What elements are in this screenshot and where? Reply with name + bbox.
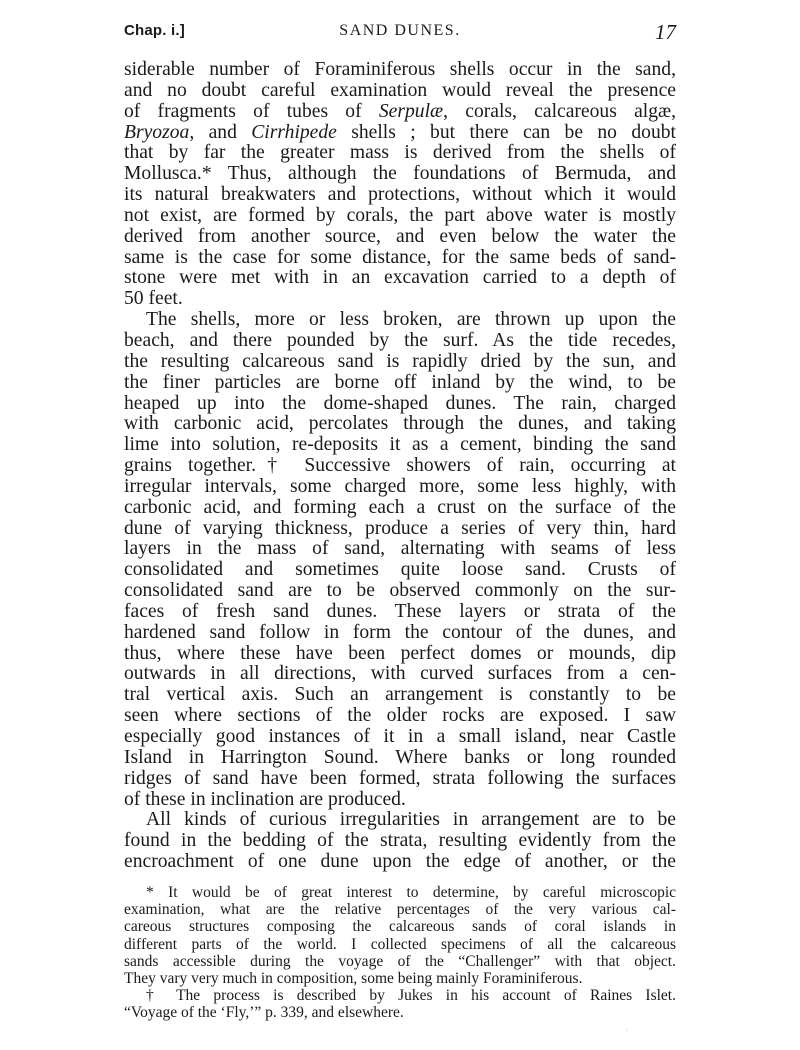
text-line: carbonic acid, and forming each a crust on the surface of the [124,496,676,518]
text-line: of these in inclination are produced. [124,788,406,810]
text-line: thus, where these have been perfect domes or mounds, dip [124,642,676,664]
footnote-line: sands accessible during the voyage of the “Challenger” with that object. [124,952,676,970]
text-line: All kinds of curious irregularities in arrangement are to be [146,809,676,831]
text-line: dune of varying thickness, produce a series of very thin, hard [124,517,676,539]
text-line: The shells, more or less broken, are thrown up upon the [146,309,676,331]
text-line: not exist, are formed by corals, the part above water is mostly [124,204,676,226]
text-line: its natural breakwaters and protections, without which it would [124,184,676,206]
text-line: lime into solution, re-deposits it as a cement, binding the sand [124,434,676,456]
text-line: Mollusca.* Thus, although the foundations of Bermuda, and [124,163,676,185]
footnote-line: examination, what are the relative percentages of the very various cal- [124,901,676,919]
text-line: seen where sections of the older rocks are exposed. I saw [124,705,676,727]
text-line: same is the case for some distance, for the same beds of sand- [124,246,676,268]
text-line: encroachment of one dune upon the edge of another, or the [124,851,676,873]
text-line: found in the bedding of the strata, resulting evidently from the [124,830,676,852]
footnote-line: “Voyage of the ‘Fly,’” p. 339, and elsewhere. [124,1004,404,1022]
text-line: and no doubt careful examination would reveal the presence [124,79,676,101]
text-line: the resulting calcareous sand is rapidly dried by the sun, and [124,350,676,372]
text-line: derived from another source, and even below the water the [124,225,676,247]
text-line: layers in the mass of sand, alternating with seams of less [124,538,676,560]
page-number: 17 [655,20,676,44]
text-line: of fragments of tubes of Serpulæ, corals, calcareous algæ, [124,100,676,122]
text-line: faces of fresh sand dunes. These layers or strata of the [124,600,676,622]
chapter-label: Chap. i.] [124,22,185,39]
footnote-line: They vary very much in composition, some being mainly Foraminiferous. [124,970,583,988]
text-line: siderable number of Foraminiferous shells occur in the sand, [124,59,676,80]
footnote-line: careous structures composing the calcareous sands of coral islands in [124,918,676,936]
text-line: hardened sand follow in form the contour of the dunes, and [124,621,676,643]
text-line: that by far the greater mass is derived from the shells of [124,142,676,164]
page-header [124,20,676,48]
running-title: SAND DUNES. [339,22,461,39]
text-line: irregular intervals, some charged more, some less highly, with [124,475,676,497]
text-line: Bryozoa, and Cirrhipede shells ; but there can be no doubt [124,121,676,143]
text-line: ridges of sand have been formed, strata following the surfaces [124,767,676,789]
text-line: stone were met with in an excavation carried to a depth of [124,267,676,289]
text-line: outwards in all directions, with curved surfaces from a cen- [124,663,676,685]
text-line: the finer particles are borne off inland by the wind, to be [124,371,676,393]
text-line: 50 feet. [124,288,183,310]
text-line: especially good instances of it in a small island, near Castle [124,726,676,747]
body-text [124,60,676,873]
footnote-line: † The process is described by Jukes in his account of Raines Islet. [146,987,676,1005]
text-line: grains together.† Successive showers of rain, occurring at [124,455,676,477]
footnotes [124,884,676,1022]
text-line: tral vertical axis. Such an arrangement is constantly to be [124,684,676,706]
text-line: with carbonic acid, percolates through the dunes, and taking [124,413,676,435]
pencil-mark: ˛ [626,1022,629,1031]
text-line: consolidated and sometimes quite loose sand. Crusts of [124,559,676,581]
text-line: beach, and there pounded by the surf. As the tide recedes, [124,329,676,351]
text-line: consolidated sand are to be observed commonly on the sur- [124,580,676,602]
footnote-line: different parts of the world. I collected specimens of all the calcareous [124,935,676,953]
footnote-line: * It would be of great interest to determine, by careful microscopic [146,884,676,901]
text-line: heaped up into the dome-shaped dunes. The rain, charged [124,392,676,414]
text-line: Island in Harrington Sound. Where banks or long rounded [124,746,676,768]
